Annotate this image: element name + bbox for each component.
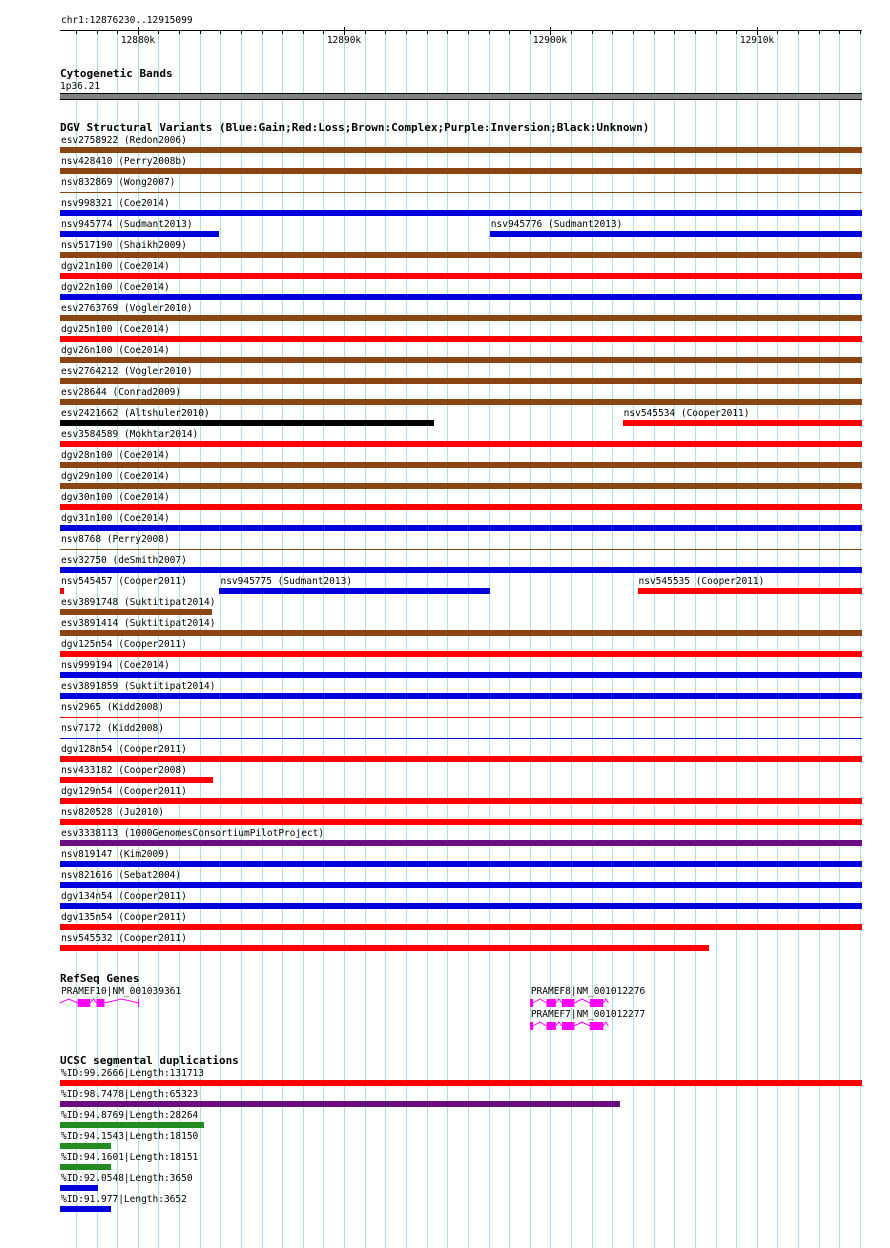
dgv-feature-label: esv2764212 (Vogler2010) <box>61 366 193 377</box>
ruler-tick-label: 12900k <box>532 35 568 46</box>
dgv-feature-label: nsv945776 (Sudmant2013) <box>490 219 623 230</box>
dgv-feature-bar[interactable] <box>60 630 862 636</box>
dgv-feature-label: esv3891748 (Suktitipat2014) <box>61 597 216 608</box>
ruler-major-tick <box>138 27 139 35</box>
dgv-feature-bar[interactable] <box>490 231 862 237</box>
ruler-minor-tick <box>303 30 304 34</box>
dgv-feature-label: esv3584589 (Mokhtar2014) <box>61 429 199 440</box>
dgv-feature-label: nsv999194 (Coe2014) <box>61 660 170 671</box>
gene-intron <box>104 999 138 1003</box>
dgv-feature-label: dgv129n54 (Cooper2011) <box>61 786 187 797</box>
segdup-label: %ID:94.1543|Length:18150 <box>61 1131 199 1142</box>
dgv-feature-label: nsv7172 (Kidd2008) <box>61 723 164 734</box>
gene-exon <box>546 999 555 1007</box>
dgv-feature-label: dgv25n100 (Coe2014) <box>61 324 170 335</box>
segdup-bar[interactable] <box>60 1206 111 1212</box>
gene-model[interactable] <box>59 997 142 1009</box>
dgv-feature-bar[interactable] <box>60 882 862 888</box>
ruler-axis-line <box>60 30 862 31</box>
dgv-feature-bar[interactable] <box>60 252 862 258</box>
gene-intron <box>556 1022 562 1026</box>
dgv-feature-bar[interactable] <box>60 756 862 762</box>
refseq-track-title: RefSeq Genes <box>60 972 140 985</box>
dgv-feature-label: nsv545534 (Cooper2011) <box>623 408 750 419</box>
ruler-minor-tick <box>633 30 634 34</box>
ruler-major-tick <box>550 27 551 35</box>
dgv-feature-label: dgv21n100 (Coe2014) <box>61 261 170 272</box>
dgv-feature-label: dgv29n100 (Coe2014) <box>61 471 170 482</box>
ruler-minor-tick <box>179 30 180 34</box>
segdup-label: %ID:91.977|Length:3652 <box>61 1194 187 1205</box>
ruler-minor-tick <box>158 30 159 34</box>
segdup-label: %ID:99.2666|Length:131713 <box>61 1068 204 1079</box>
ruler-minor-tick <box>736 30 737 34</box>
dgv-feature-bar[interactable] <box>60 315 862 321</box>
ruler-minor-tick <box>654 30 655 34</box>
dgv-feature-label: esv28644 (Conrad2009) <box>61 387 182 398</box>
gene-label: PRAMEF8|NM_001012276 <box>530 986 646 997</box>
dgv-feature-bar[interactable] <box>60 192 862 193</box>
gene-model[interactable] <box>529 1020 612 1032</box>
ruler-minor-tick <box>97 30 98 34</box>
dgv-feature-bar[interactable] <box>60 168 862 174</box>
dgv-feature-bar[interactable] <box>60 147 862 153</box>
dgv-feature-bar[interactable] <box>60 567 862 573</box>
gene-exon <box>530 1022 533 1030</box>
gene-label: PRAMEF10|NM_001039361 <box>61 986 182 997</box>
gene-intron <box>90 999 96 1003</box>
gene-intron <box>603 1022 608 1026</box>
ruler-minor-tick <box>200 30 201 34</box>
dgv-feature-bar[interactable] <box>60 840 862 846</box>
dgv-feature-label: esv2758922 (Redon2006) <box>61 135 187 146</box>
dgv-feature-bar[interactable] <box>638 588 862 594</box>
ruler-minor-tick <box>489 30 490 34</box>
dgv-feature-bar[interactable] <box>60 861 862 867</box>
gene-intron <box>556 999 562 1003</box>
dgv-feature-bar[interactable] <box>60 273 862 279</box>
ruler-minor-tick <box>323 30 324 34</box>
ruler-minor-tick <box>860 30 861 34</box>
dgv-feature-bar[interactable] <box>219 588 489 594</box>
gene-model[interactable] <box>529 997 612 1009</box>
ruler-minor-tick <box>509 30 510 34</box>
ruler-minor-tick <box>117 30 118 34</box>
gene-exon <box>78 999 91 1007</box>
segdup-bar[interactable] <box>60 1101 620 1107</box>
ruler-minor-tick <box>612 30 613 34</box>
dgv-feature-bar[interactable] <box>60 357 862 363</box>
dgv-feature-bar[interactable] <box>60 924 862 930</box>
dgv-feature-bar[interactable] <box>60 777 213 783</box>
dgv-feature-bar[interactable] <box>60 231 219 237</box>
dgv-feature-bar[interactable] <box>60 525 862 531</box>
cytoband-label: 1p36.21 <box>60 81 101 92</box>
dgv-feature-bar[interactable] <box>60 336 862 342</box>
gene-intron <box>533 999 546 1003</box>
dgv-feature-bar[interactable] <box>60 210 862 216</box>
gene-exon <box>590 1022 603 1030</box>
dgv-feature-label: nsv945775 (Sudmant2013) <box>220 576 353 587</box>
segdup-bar[interactable] <box>60 1080 862 1086</box>
dgv-feature-bar[interactable] <box>60 483 862 489</box>
gene-intron <box>603 999 608 1003</box>
segdup-label: %ID:94.1601|Length:18151 <box>61 1152 199 1163</box>
segdup-label: %ID:92.0548|Length:3650 <box>61 1173 193 1184</box>
dgv-feature-label: nsv820528 (Ju2010) <box>61 807 164 818</box>
dgv-feature-label: dgv22n100 (Coe2014) <box>61 282 170 293</box>
dgv-feature-label: nsv832869 (Wong2007) <box>61 177 176 188</box>
gene-exon <box>530 999 533 1007</box>
gene-exon <box>546 1022 555 1030</box>
ruler-tick-label: 12910k <box>739 35 775 46</box>
ruler-minor-tick <box>695 30 696 34</box>
segdup-bar[interactable] <box>60 1143 111 1149</box>
ruler-minor-tick <box>571 30 572 34</box>
dgv-feature-label: dgv28n100 (Coe2014) <box>61 450 170 461</box>
ruler-minor-tick <box>530 30 531 34</box>
ruler-major-tick <box>344 27 345 35</box>
dgv-feature-bar[interactable] <box>60 672 862 678</box>
dgv-feature-bar[interactable] <box>60 462 862 468</box>
dgv-feature-bar[interactable] <box>60 903 862 909</box>
dgv-feature-bar[interactable] <box>623 420 862 426</box>
gene-label: PRAMEF7|NM_001012277 <box>530 1009 646 1020</box>
gene-exon <box>562 1022 574 1030</box>
gene-intron <box>533 1022 546 1026</box>
dgv-feature-bar[interactable] <box>60 549 862 550</box>
ruler-minor-tick <box>447 30 448 34</box>
ruler-minor-tick <box>468 30 469 34</box>
dgv-feature-label: nsv428410 (Perry2008b) <box>61 156 187 167</box>
ruler-major-tick <box>757 27 758 35</box>
segdup-bar[interactable] <box>60 1122 204 1128</box>
ruler-minor-tick <box>76 30 77 34</box>
segdup-track-title: UCSC segmental duplications <box>60 1054 239 1067</box>
cytoband-bar[interactable] <box>60 93 862 100</box>
ruler-minor-tick <box>282 30 283 34</box>
cytoband-track-title: Cytogenetic Bands <box>60 67 173 80</box>
dgv-feature-label: dgv125n54 (Cooper2011) <box>61 639 187 650</box>
dgv-track-title: DGV Structural Variants (Blue:Gain;Red:Loss;Brown:Complex;Purple:Inversion;Black:Unknown) <box>60 121 650 134</box>
dgv-feature-label: nsv998321 (Coe2014) <box>61 198 170 209</box>
dgv-feature-bar[interactable] <box>60 441 862 447</box>
ruler-minor-tick <box>819 30 820 34</box>
ruler-tick-label: 12880k <box>120 35 156 46</box>
dgv-feature-label: nsv821616 (Sebat2004) <box>61 870 182 881</box>
dgv-feature-label: dgv128n54 (Cooper2011) <box>61 744 187 755</box>
ruler-minor-tick <box>241 30 242 34</box>
segdup-label: %ID:98.7478|Length:65323 <box>61 1089 199 1100</box>
dgv-feature-label: nsv517190 (Shaikh2009) <box>61 240 187 251</box>
dgv-feature-label: nsv545532 (Cooper2011) <box>61 933 187 944</box>
ruler-minor-tick <box>716 30 717 34</box>
dgv-feature-bar[interactable] <box>60 717 862 718</box>
dgv-feature-label: esv3338113 (1000GenomesConsortiumPilotProject) <box>61 828 325 839</box>
ruler-minor-tick <box>592 30 593 34</box>
dgv-feature-bar[interactable] <box>60 504 862 510</box>
ruler-minor-tick <box>365 30 366 34</box>
dgv-feature-bar[interactable] <box>60 738 862 739</box>
position-label: chr1:12876230..12915099 <box>61 15 193 26</box>
dgv-feature-label: nsv8768 (Perry2008) <box>61 534 170 545</box>
dgv-feature-bar[interactable] <box>60 588 64 594</box>
dgv-feature-bar[interactable] <box>60 420 434 426</box>
dgv-feature-bar[interactable] <box>60 399 862 405</box>
dgv-feature-label: esv2421662 (Altshuler2010) <box>61 408 210 419</box>
dgv-feature-label: dgv31n100 (Coe2014) <box>61 513 170 524</box>
ruler-tick-label: 12890k <box>326 35 362 46</box>
gene-intron <box>574 1022 589 1026</box>
gene-exon <box>590 999 603 1007</box>
ruler-minor-tick <box>406 30 407 34</box>
ruler-minor-tick <box>839 30 840 34</box>
gene-intron <box>60 999 78 1003</box>
ruler-minor-tick <box>777 30 778 34</box>
dgv-feature-label: dgv30n100 (Coe2014) <box>61 492 170 503</box>
dgv-feature-bar[interactable] <box>60 819 862 825</box>
dgv-feature-bar[interactable] <box>60 945 709 951</box>
dgv-feature-label: esv32750 (deSmith2007) <box>61 555 187 566</box>
dgv-feature-label: esv3891414 (Suktitipat2014) <box>61 618 216 629</box>
dgv-feature-label: esv2763769 (Vogler2010) <box>61 303 193 314</box>
segdup-label: %ID:94.8769|Length:28264 <box>61 1110 199 1121</box>
dgv-feature-label: nsv819147 (Kim2009) <box>61 849 170 860</box>
gene-exon <box>97 999 105 1007</box>
dgv-feature-bar[interactable] <box>60 294 862 300</box>
dgv-feature-label: dgv26n100 (Coe2014) <box>61 345 170 356</box>
dgv-feature-bar[interactable] <box>60 651 862 657</box>
ruler-minor-tick <box>262 30 263 34</box>
dgv-feature-label: esv3891859 (Suktitipat2014) <box>61 681 216 692</box>
dgv-feature-label: nsv545535 (Cooper2011) <box>638 576 765 587</box>
dgv-feature-label: nsv545457 (Cooper2011) <box>61 576 187 587</box>
dgv-feature-label: nsv945774 (Sudmant2013) <box>61 219 193 230</box>
segdup-bar[interactable] <box>60 1164 111 1170</box>
dgv-feature-bar[interactable] <box>60 798 862 804</box>
segdup-bar[interactable] <box>60 1185 98 1191</box>
dgv-feature-label: nsv433182 (Cooper2008) <box>61 765 187 776</box>
gene-exon <box>562 999 574 1007</box>
ruler-minor-tick <box>220 30 221 34</box>
ruler-minor-tick <box>798 30 799 34</box>
dgv-feature-label: dgv134n54 (Cooper2011) <box>61 891 187 902</box>
dgv-feature-bar[interactable] <box>60 378 862 384</box>
ruler-minor-tick <box>427 30 428 34</box>
ruler-minor-tick <box>674 30 675 34</box>
dgv-feature-bar[interactable] <box>60 693 862 699</box>
ruler-minor-tick <box>385 30 386 34</box>
gene-intron <box>574 999 589 1003</box>
dgv-feature-label: dgv135n54 (Cooper2011) <box>61 912 187 923</box>
dgv-feature-label: nsv2965 (Kidd2008) <box>61 702 164 713</box>
dgv-feature-bar[interactable] <box>60 609 212 615</box>
